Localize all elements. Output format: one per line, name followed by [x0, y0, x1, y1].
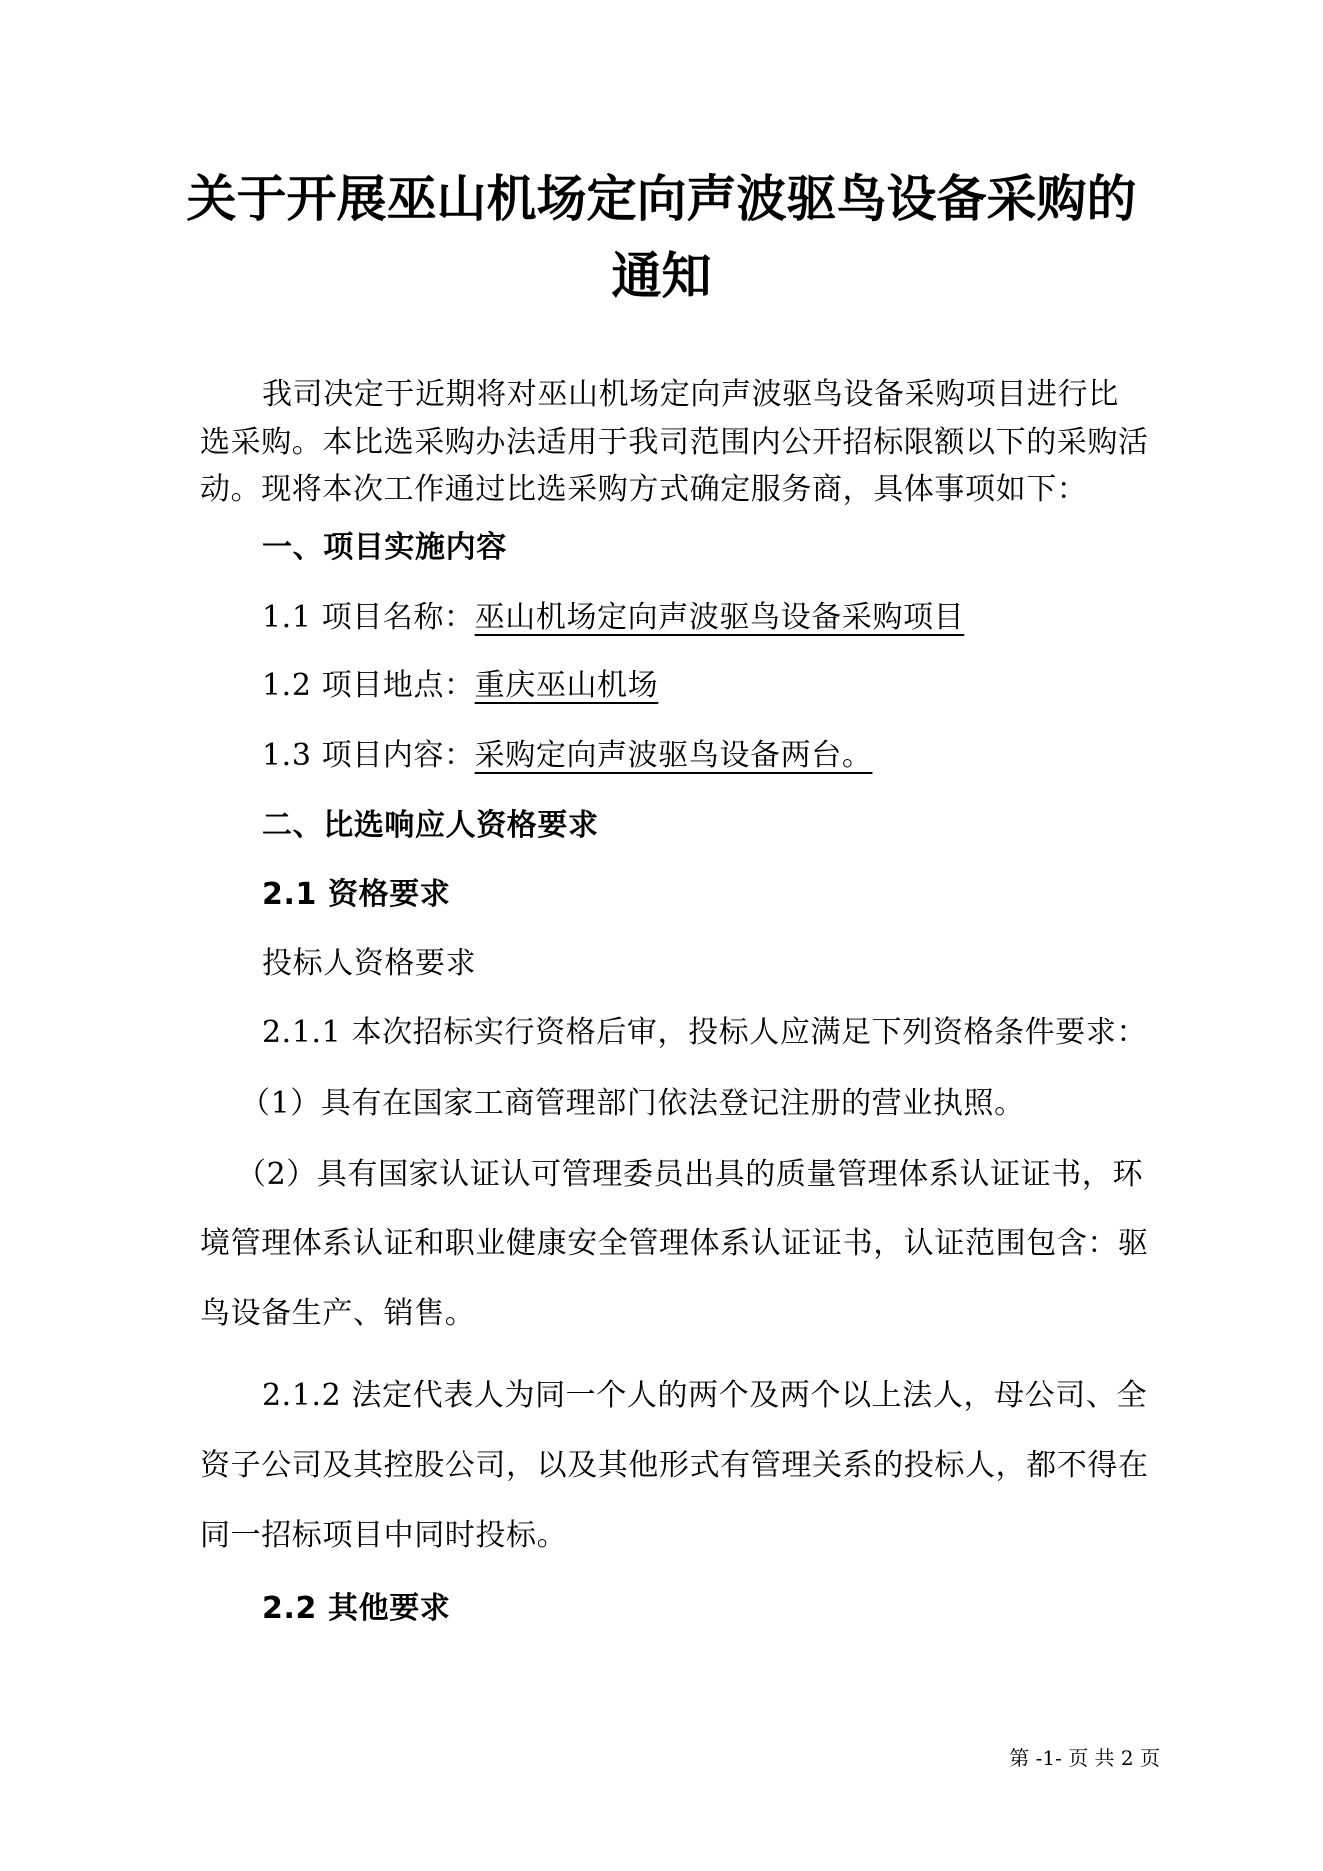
item-project-content-label: 1.3 项目内容： — [262, 738, 475, 773]
item-project-location-value: 重庆巫山机场 — [474, 668, 659, 703]
item-project-name — [262, 600, 1222, 636]
item-project-name-value: 巫山机场定向声波驱鸟设备采购项目 — [474, 600, 965, 635]
condition-2-line-2: 境管理体系认证和职业健康安全管理体系认证证书，认证范围包含：驱 — [200, 1226, 1149, 1261]
section-1-heading: 一、项目实施内容 — [262, 530, 507, 565]
item-project-location — [262, 668, 1222, 704]
item-project-content-value: 采购定向声波驱鸟设备两台。 — [474, 738, 873, 773]
subsection-2-1-heading: 2.1 资格要求 — [262, 877, 451, 912]
clause-2-1-2-line-1: 2.1.2 法定代表人为同一个人的两个及两个以上法人，母公司、全 — [262, 1378, 1148, 1413]
condition-2-line-1: （2）具有国家认证认可管理委员出具的质量管理体系认证证书，环 — [236, 1157, 1144, 1192]
item-project-location-label: 1.2 项目地点： — [262, 668, 475, 703]
intro-line-3: 动。现将本次工作通过比选采购方式确定服务商，具体事项如下： — [200, 472, 1088, 507]
item-project-content — [262, 738, 1222, 774]
clause-2-1-2-line-2: 资子公司及其控股公司，以及其他形式有管理关系的投标人，都不得在 — [200, 1448, 1149, 1483]
section-2-heading: 二、比选响应人资格要求 — [262, 808, 599, 843]
condition-1: （1）具有在国家工商管理部门依法登记注册的营业执照。 — [240, 1086, 1025, 1121]
condition-2-line-3: 鸟设备生产、销售。 — [200, 1296, 476, 1331]
clause-2-1-2-line-3: 同一招标项目中同时投标。 — [200, 1518, 568, 1553]
subsection-2-2-heading: 2.2 其他要求 — [262, 1591, 451, 1626]
item-project-name-label: 1.1 项目名称： — [262, 600, 475, 635]
clause-2-1-1: 2.1.1 本次招标实行资格后审，投标人应满足下列资格条件要求： — [262, 1015, 1148, 1050]
document-title-line-1: 关于开展巫山机场定向声波驱鸟设备采购的 — [186, 170, 1137, 228]
bidder-qualification-line: 投标人资格要求 — [262, 946, 477, 981]
intro-line-2: 选采购。本比选采购办法适用于我司范围内公开招标限额以下的采购活 — [200, 425, 1149, 460]
page-number-footer: 第 -1- 页 共 2 页 — [1009, 1746, 1160, 1770]
intro-line-1: 我司决定于近期将对巫山机场定向声波驱鸟设备采购项目进行比 — [262, 377, 1119, 412]
document-title-line-2: 通知 — [611, 247, 712, 305]
